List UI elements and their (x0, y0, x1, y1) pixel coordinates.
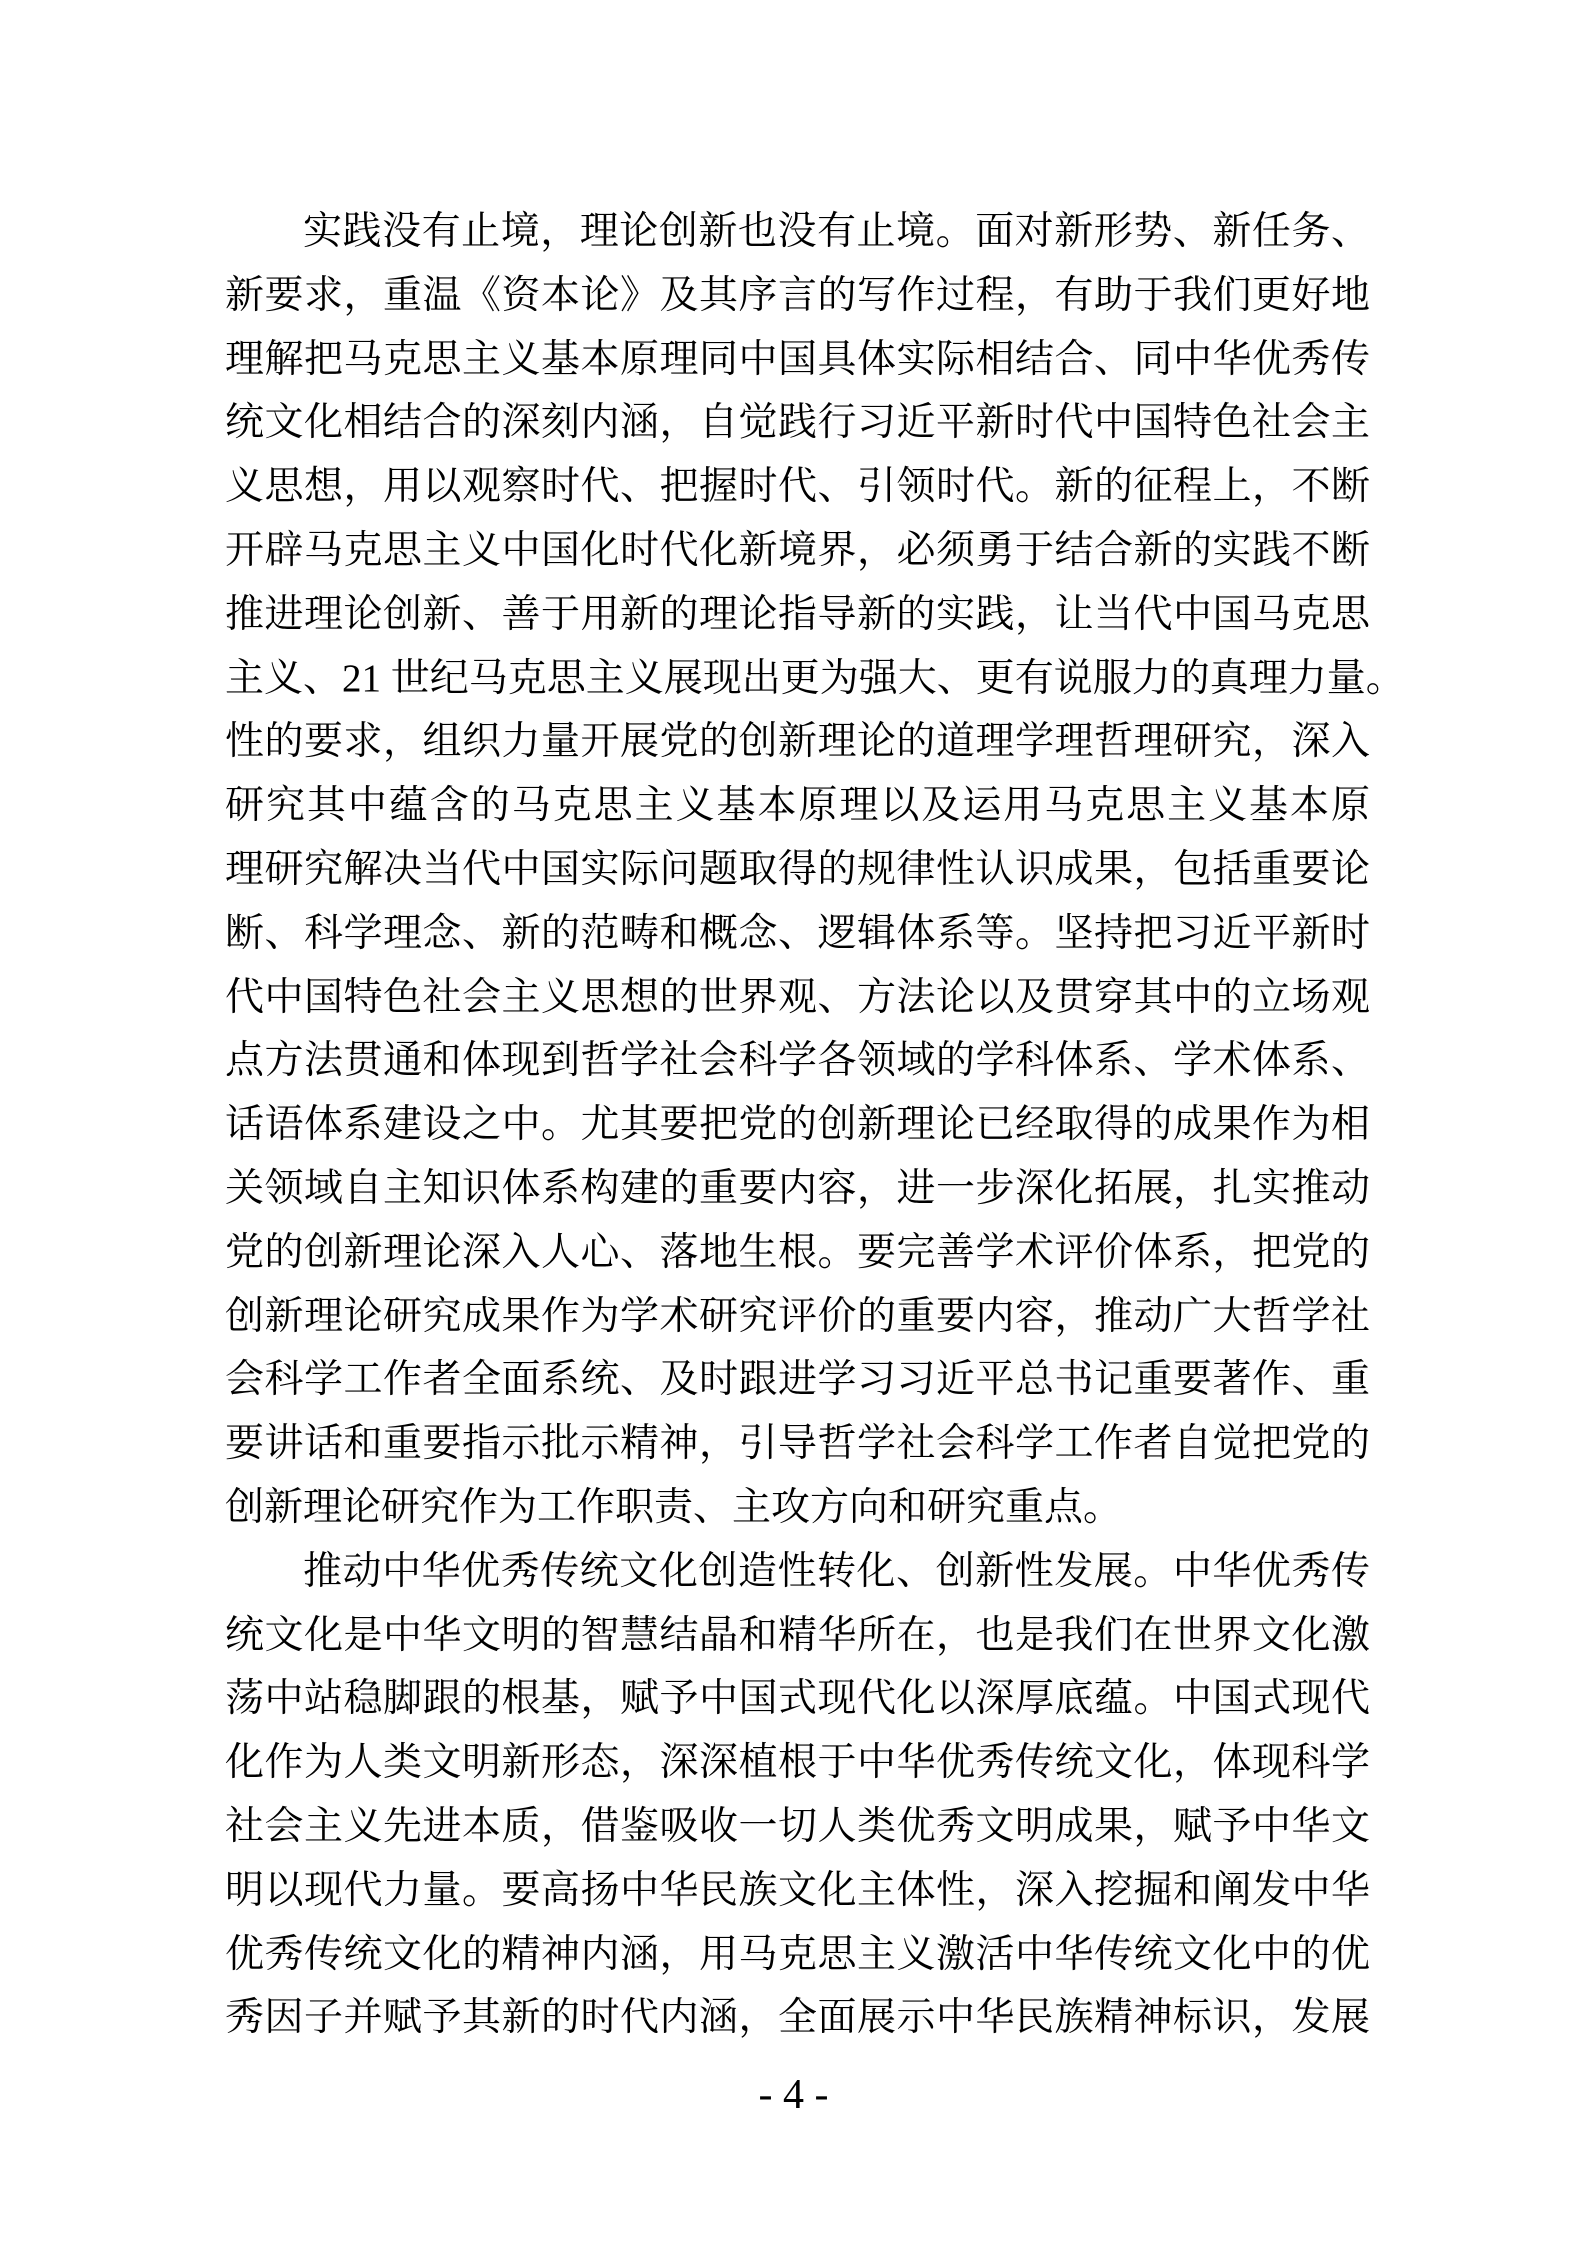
text-line: 推进理论创新、善于用新的理论指导新的实践，让当代中国马克思 (225, 592, 1370, 636)
page-number: - 4 - (758, 2072, 829, 2118)
text-line: 研究其中蕴含的马克思主义基本原理以及运用马克思主义基本原 (225, 784, 1370, 828)
text-line: 优秀传统文化的精神内涵，用马克思主义激活中华传统文化中的优 (225, 1932, 1370, 1976)
text-line: 代中国特色社会主义思想的世界观、方法论以及贯穿其中的立场观 (225, 975, 1370, 1019)
text-line: 创新理论研究成果作为学术研究评价的重要内容，推动广大哲学社 (225, 1294, 1370, 1338)
text-line: 创新理论研究作为工作职责、主攻方向和研究重点。 (225, 1485, 1123, 1529)
text-line: 党的创新理论深入人心、落地生根。要完善学术评价体系，把党的 (225, 1230, 1370, 1274)
text-line: 实践没有止境，理论创新也没有止境。面对新形势、新任务、 (303, 210, 1370, 253)
text-line: 要讲话和重要指示批示精神，引导哲学社会科学工作者自觉把党的 (225, 1422, 1370, 1466)
text-line: 明以现代力量。要高扬中华民族文化主体性，深入挖掘和阐发中华 (225, 1868, 1370, 1912)
text-line: 主义、21 世纪马克思主义展现出更为强大、更有说服力的真理力量。 (225, 656, 1405, 700)
text-line: 断、科学理念、新的范畴和概念、逻辑体系等。坚持把习近平新时 (225, 911, 1370, 955)
text-line: 义思想，用以观察时代、把握时代、引领时代。新的征程上，不断 (225, 465, 1370, 509)
text-line: 理解把马克思主义基本原理同中国具体实际相结合、同中华优秀传 (225, 337, 1370, 381)
text-line: 推动中华优秀传统文化创造性转化、创新性发展。中华优秀传 (303, 1549, 1370, 1593)
text-line: 性的要求，组织力量开展党的创新理论的道理学理哲理研究，深入 (225, 720, 1370, 764)
text-line: 统文化相结合的深刻内涵，自觉践行习近平新时代中国特色社会主 (225, 401, 1370, 445)
text-line: 新要求，重温《资本论》及其序言的写作过程，有助于我们更好地 (225, 273, 1370, 317)
text-line: 统文化是中华文明的智慧结晶和精华所在，也是我们在世界文化激 (225, 1613, 1370, 1657)
text-line: 荡中站稳脚跟的根基，赋予中国式现代化以深厚底蕴。中国式现代 (225, 1677, 1370, 1721)
text-line: 化作为人类文明新形态，深深植根于中华优秀传统文化，体现科学 (225, 1741, 1370, 1785)
text-line: 点方法贯通和体现到哲学社会科学各领域的学科体系、学术体系、 (225, 1039, 1370, 1083)
document-body (225, 200, 1405, 2050)
text-line: 秀因子并赋予其新的时代内涵，全面展示中华民族精神标识，发展 (225, 1996, 1370, 2040)
text-line: 关领域自主知识体系构建的重要内容，进一步深化拓展，扎实推动 (225, 1166, 1370, 1210)
text-line: 会科学工作者全面系统、及时跟进学习习近平总书记重要著作、重 (225, 1358, 1370, 1402)
text-line: 话语体系建设之中。尤其要把党的创新理论已经取得的成果作为相 (225, 1103, 1370, 1147)
text-line: 开辟马克思主义中国化时代化新境界，必须勇于结合新的实践不断 (225, 528, 1370, 572)
text-line: 社会主义先进本质，借鉴吸收一切人类优秀文明成果，赋予中华文 (225, 1804, 1370, 1848)
text-line: 理研究解决当代中国实际问题取得的规律性认识成果，包括重要论 (225, 847, 1370, 891)
